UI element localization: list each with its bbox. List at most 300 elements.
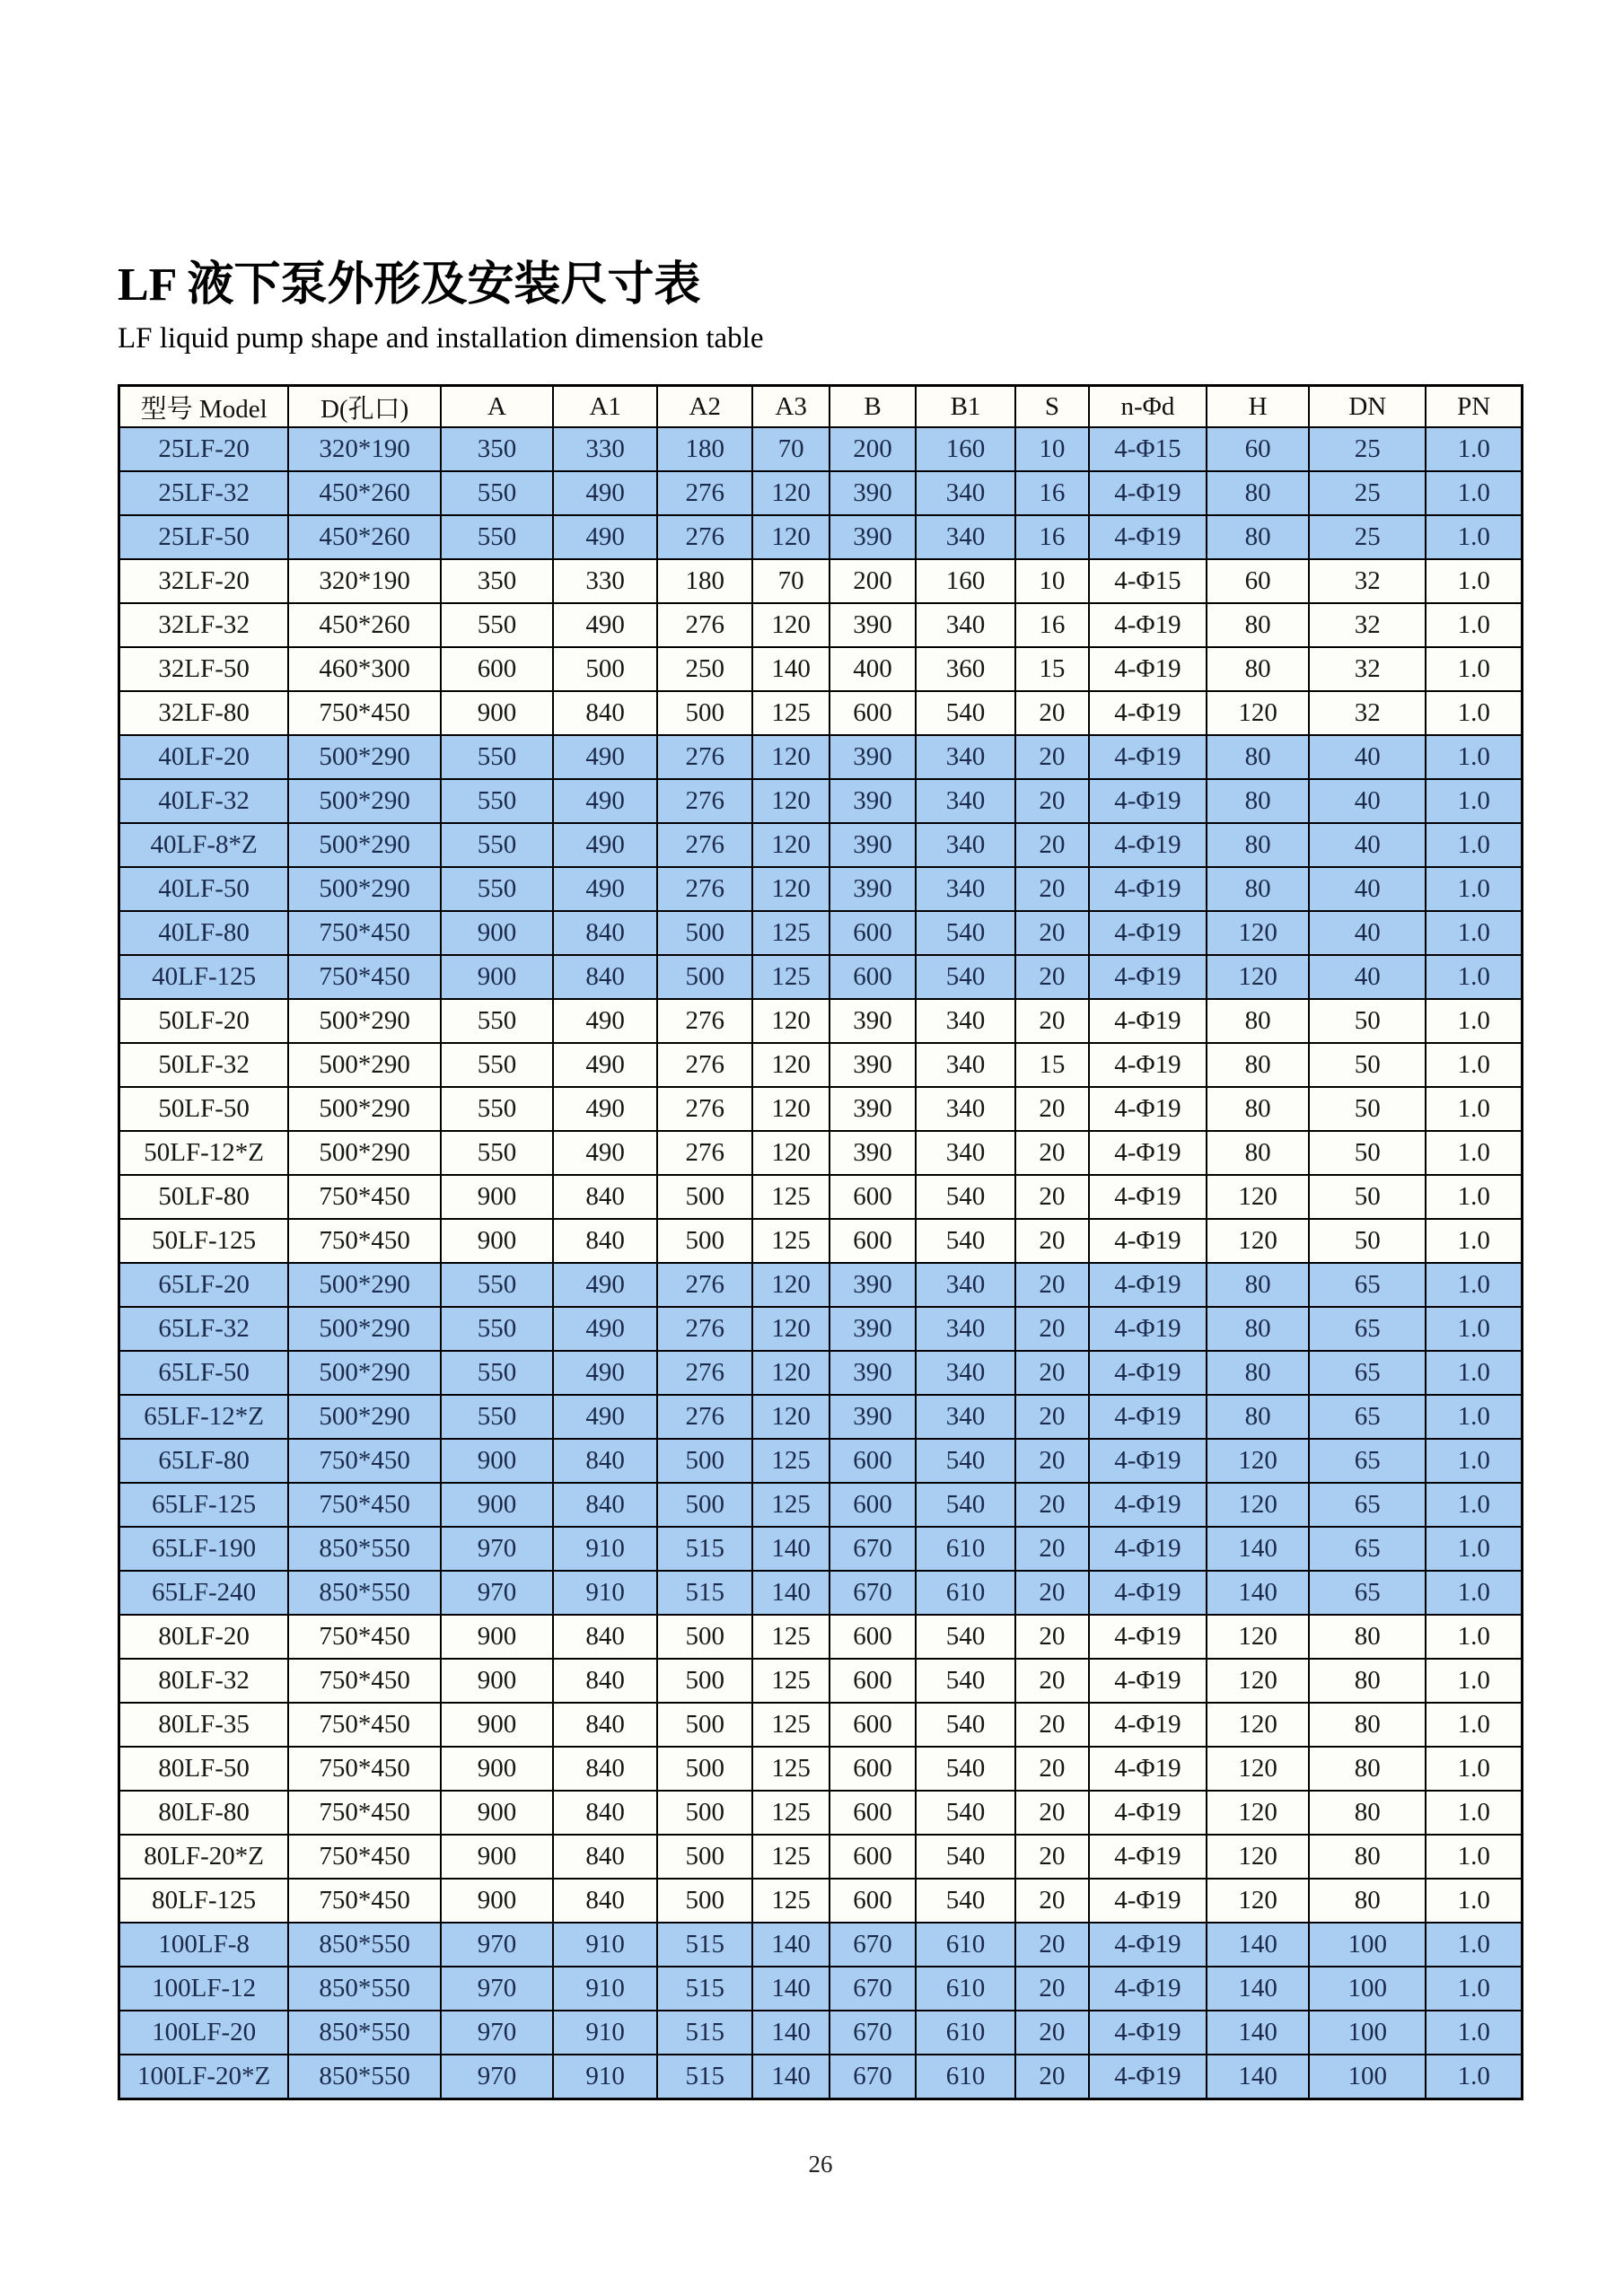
table-cell: 4-Φ19	[1089, 691, 1207, 735]
table-cell: 500*290	[288, 1087, 441, 1131]
table-cell: 550	[441, 735, 553, 779]
table-cell: 125	[752, 1747, 830, 1791]
table-row	[119, 427, 1523, 471]
table-cell: 390	[830, 515, 916, 559]
table-row	[119, 955, 1523, 999]
table-cell: 540	[916, 1615, 1015, 1659]
table-cell: 50	[1309, 1043, 1426, 1087]
table-cell: 340	[916, 823, 1015, 867]
table-cell: 490	[553, 735, 657, 779]
table-cell: 840	[553, 911, 657, 955]
table-cell: 670	[830, 2011, 916, 2055]
table-cell: 1.0	[1426, 427, 1522, 471]
table-cell: 600	[830, 691, 916, 735]
table-cell: 140	[1207, 2011, 1309, 2055]
table-cell: 20	[1015, 911, 1089, 955]
table-cell: 20	[1015, 1571, 1089, 1615]
table-cell: 670	[830, 1967, 916, 2011]
table-cell: 120	[1207, 1659, 1309, 1703]
table-cell: 65	[1309, 1307, 1426, 1351]
table-cell: 1.0	[1426, 1835, 1522, 1879]
table-cell: 910	[553, 1527, 657, 1571]
table-cell: 610	[916, 1527, 1015, 1571]
table-row	[119, 471, 1523, 515]
table-cell: 180	[657, 559, 752, 603]
page-number: 26	[808, 2151, 833, 2178]
table-cell: 140	[752, 1527, 830, 1571]
table-cell: 80LF-20*Z	[119, 1835, 289, 1879]
table-cell: 80	[1309, 1791, 1426, 1835]
table-cell: 450*260	[288, 471, 441, 515]
table-cell: 1.0	[1426, 2011, 1522, 2055]
table-row	[119, 1395, 1523, 1439]
table-cell: 65	[1309, 1263, 1426, 1307]
table-cell: 4-Φ19	[1089, 1131, 1207, 1175]
table-cell: 20	[1015, 1615, 1089, 1659]
table-cell: 65LF-20	[119, 1263, 289, 1307]
table-cell: 500*290	[288, 1351, 441, 1395]
table-cell: 4-Φ19	[1089, 1043, 1207, 1087]
table-row	[119, 999, 1523, 1043]
table-cell: 120	[752, 603, 830, 647]
table-cell: 970	[441, 1923, 553, 1967]
table-cell: 1.0	[1426, 1087, 1522, 1131]
table-cell: 1.0	[1426, 1351, 1522, 1395]
table-cell: 4-Φ19	[1089, 1263, 1207, 1307]
table-cell: 515	[657, 1527, 752, 1571]
table-cell: 970	[441, 1571, 553, 1615]
table-row	[119, 1351, 1523, 1395]
table-cell: 50LF-20	[119, 999, 289, 1043]
table-cell: 390	[830, 779, 916, 823]
table-cell: 340	[916, 867, 1015, 911]
table-row	[119, 647, 1523, 691]
table-cell: 490	[553, 1263, 657, 1307]
table-cell: 515	[657, 1967, 752, 2011]
table-cell: 10	[1015, 427, 1089, 471]
table-cell: 550	[441, 515, 553, 559]
table-cell: 4-Φ19	[1089, 2055, 1207, 2099]
table-row	[119, 1307, 1523, 1351]
table-cell: 500	[657, 1879, 752, 1923]
table-cell: 16	[1015, 515, 1089, 559]
table-cell: 1.0	[1426, 1175, 1522, 1219]
table-cell: 140	[1207, 1923, 1309, 1967]
table-cell: 1.0	[1426, 1659, 1522, 1703]
table-cell: 1.0	[1426, 691, 1522, 735]
table-cell: 40LF-32	[119, 779, 289, 823]
table-cell: 750*450	[288, 1615, 441, 1659]
table-cell: 900	[441, 1659, 553, 1703]
table-cell: 40	[1309, 823, 1426, 867]
table-cell: 840	[553, 1219, 657, 1263]
table-cell: 200	[830, 559, 916, 603]
table-cell: 20	[1015, 999, 1089, 1043]
table-cell: 360	[916, 647, 1015, 691]
table-cell: 80	[1207, 779, 1309, 823]
table-cell: 340	[916, 515, 1015, 559]
table-cell: 80	[1207, 735, 1309, 779]
table-cell: 1.0	[1426, 1967, 1522, 2011]
table-row	[119, 2055, 1523, 2099]
table-cell: 390	[830, 1043, 916, 1087]
table-cell: 4-Φ19	[1089, 955, 1207, 999]
table-cell: 500*290	[288, 1131, 441, 1175]
table-cell: 4-Φ19	[1089, 1747, 1207, 1791]
table-cell: 80	[1207, 647, 1309, 691]
table-cell: 390	[830, 735, 916, 779]
table-cell: 600	[830, 955, 916, 999]
table-cell: 65	[1309, 1439, 1426, 1483]
table-cell: 4-Φ19	[1089, 1615, 1207, 1659]
table-cell: 900	[441, 1615, 553, 1659]
table-cell: 1.0	[1426, 1571, 1522, 1615]
table-cell: 125	[752, 1659, 830, 1703]
table-row	[119, 2011, 1523, 2055]
table-cell: 1.0	[1426, 471, 1522, 515]
table-cell: 32LF-20	[119, 559, 289, 603]
table-cell: 100	[1309, 1967, 1426, 2011]
table-cell: 910	[553, 2055, 657, 2099]
table-cell: 550	[441, 1087, 553, 1131]
table-cell: 20	[1015, 1307, 1089, 1351]
table-cell: 120	[752, 999, 830, 1043]
table-cell: 340	[916, 1043, 1015, 1087]
table-cell: 20	[1015, 1923, 1089, 1967]
table-cell: 4-Φ15	[1089, 559, 1207, 603]
table-cell: 540	[916, 911, 1015, 955]
table-cell: 80	[1207, 603, 1309, 647]
table-cell: 15	[1015, 647, 1089, 691]
table-cell: 4-Φ19	[1089, 1439, 1207, 1483]
table-row	[119, 1087, 1523, 1131]
table-cell: 120	[752, 1131, 830, 1175]
table-cell: 500	[657, 1703, 752, 1747]
table-cell: 50	[1309, 999, 1426, 1043]
table-cell: 900	[441, 1175, 553, 1219]
table-cell: 25LF-20	[119, 427, 289, 471]
table-cell: 340	[916, 1395, 1015, 1439]
table-cell: 200	[830, 427, 916, 471]
table-cell: 550	[441, 603, 553, 647]
table-cell: 40	[1309, 955, 1426, 999]
table-cell: 850*550	[288, 1571, 441, 1615]
table-cell: 970	[441, 1527, 553, 1571]
table-cell: 32	[1309, 559, 1426, 603]
table-cell: 550	[441, 823, 553, 867]
table-cell: 16	[1015, 471, 1089, 515]
table-row	[119, 911, 1523, 955]
table-cell: 80	[1309, 1747, 1426, 1791]
table-cell: 4-Φ19	[1089, 779, 1207, 823]
table-cell: 80	[1207, 1043, 1309, 1087]
table-cell: 20	[1015, 1439, 1089, 1483]
table-cell: 900	[441, 1439, 553, 1483]
table-cell: 340	[916, 1351, 1015, 1395]
table-cell: 4-Φ19	[1089, 2011, 1207, 2055]
table-cell: 850*550	[288, 2011, 441, 2055]
table-row	[119, 867, 1523, 911]
column-header: A2	[657, 386, 752, 428]
table-cell: 490	[553, 823, 657, 867]
table-row	[119, 1131, 1523, 1175]
table-cell: 80	[1207, 867, 1309, 911]
table-cell: 120	[1207, 691, 1309, 735]
table-cell: 490	[553, 1043, 657, 1087]
table-cell: 490	[553, 1131, 657, 1175]
table-cell: 750*450	[288, 1703, 441, 1747]
table-cell: 32LF-32	[119, 603, 289, 647]
table-cell: 610	[916, 1571, 1015, 1615]
table-cell: 600	[830, 911, 916, 955]
table-cell: 600	[830, 1483, 916, 1527]
table-cell: 140	[752, 1967, 830, 2011]
table-cell: 500*290	[288, 1263, 441, 1307]
table-cell: 4-Φ19	[1089, 1087, 1207, 1131]
table-cell: 750*450	[288, 691, 441, 735]
table-cell: 276	[657, 471, 752, 515]
table-cell: 140	[1207, 1967, 1309, 2011]
table-cell: 20	[1015, 2055, 1089, 2099]
table-cell: 540	[916, 691, 1015, 735]
table-cell: 80	[1309, 1835, 1426, 1879]
table-cell: 500	[657, 911, 752, 955]
table-cell: 50LF-32	[119, 1043, 289, 1087]
page-content	[118, 0, 1523, 2178]
table-cell: 540	[916, 1703, 1015, 1747]
table-cell: 840	[553, 1703, 657, 1747]
table-cell: 1.0	[1426, 2055, 1522, 2099]
table-cell: 40LF-50	[119, 867, 289, 911]
table-cell: 910	[553, 1967, 657, 2011]
table-cell: 276	[657, 515, 752, 559]
table-cell: 140	[1207, 2055, 1309, 2099]
table-cell: 750*450	[288, 1175, 441, 1219]
table-cell: 1.0	[1426, 999, 1522, 1043]
table-cell: 25LF-32	[119, 471, 289, 515]
table-cell: 515	[657, 2011, 752, 2055]
table-cell: 276	[657, 1307, 752, 1351]
table-cell: 390	[830, 1395, 916, 1439]
table-cell: 500	[657, 1791, 752, 1835]
table-cell: 20	[1015, 1087, 1089, 1131]
table-cell: 40	[1309, 779, 1426, 823]
table-cell: 390	[830, 603, 916, 647]
table-cell: 160	[916, 427, 1015, 471]
table-cell: 120	[1207, 1747, 1309, 1791]
table-cell: 750*450	[288, 1747, 441, 1791]
table-cell: 120	[1207, 1791, 1309, 1835]
table-cell: 1.0	[1426, 1307, 1522, 1351]
table-cell: 125	[752, 1175, 830, 1219]
table-cell: 550	[441, 1351, 553, 1395]
table-cell: 600	[830, 1879, 916, 1923]
table-cell: 320*190	[288, 427, 441, 471]
table-cell: 4-Φ19	[1089, 1395, 1207, 1439]
table-cell: 1.0	[1426, 1703, 1522, 1747]
column-header: n-Φd	[1089, 386, 1207, 428]
table-cell: 60	[1207, 427, 1309, 471]
table-cell: 120	[752, 1351, 830, 1395]
table-cell: 600	[830, 1615, 916, 1659]
table-cell: 20	[1015, 1967, 1089, 2011]
table-cell: 80	[1207, 1131, 1309, 1175]
table-cell: 125	[752, 955, 830, 999]
table-cell: 120	[1207, 1175, 1309, 1219]
table-cell: 100	[1309, 1923, 1426, 1967]
table-row	[119, 1527, 1523, 1571]
table-cell: 850*550	[288, 1923, 441, 1967]
table-cell: 900	[441, 1219, 553, 1263]
table-row	[119, 1703, 1523, 1747]
table-cell: 40	[1309, 867, 1426, 911]
table-cell: 20	[1015, 1527, 1089, 1571]
table-cell: 4-Φ19	[1089, 1659, 1207, 1703]
column-header: B1	[916, 386, 1015, 428]
table-cell: 32	[1309, 691, 1426, 735]
table-cell: 500	[657, 691, 752, 735]
table-cell: 340	[916, 603, 1015, 647]
table-cell: 600	[830, 1219, 916, 1263]
table-cell: 50	[1309, 1087, 1426, 1131]
table-cell: 140	[752, 647, 830, 691]
table-cell: 500*290	[288, 735, 441, 779]
table-cell: 4-Φ19	[1089, 1175, 1207, 1219]
table-cell: 500	[657, 1615, 752, 1659]
table-cell: 4-Φ19	[1089, 471, 1207, 515]
table-cell: 4-Φ19	[1089, 999, 1207, 1043]
table-cell: 4-Φ19	[1089, 1879, 1207, 1923]
table-cell: 276	[657, 823, 752, 867]
table-cell: 490	[553, 999, 657, 1043]
table-cell: 1.0	[1426, 735, 1522, 779]
table-cell: 750*450	[288, 1879, 441, 1923]
table-cell: 20	[1015, 955, 1089, 999]
table-cell: 850*550	[288, 2055, 441, 2099]
table-cell: 276	[657, 1043, 752, 1087]
table-cell: 1.0	[1426, 1263, 1522, 1307]
table-cell: 80LF-50	[119, 1747, 289, 1791]
table-cell: 4-Φ19	[1089, 1571, 1207, 1615]
table-cell: 1.0	[1426, 1483, 1522, 1527]
table-cell: 840	[553, 691, 657, 735]
table-cell: 4-Φ19	[1089, 1835, 1207, 1879]
table-cell: 120	[752, 823, 830, 867]
column-header: A	[441, 386, 553, 428]
table-cell: 1.0	[1426, 911, 1522, 955]
table-cell: 4-Φ19	[1089, 735, 1207, 779]
table-cell: 100	[1309, 2055, 1426, 2099]
table-cell: 25	[1309, 427, 1426, 471]
table-cell: 540	[916, 1219, 1015, 1263]
table-cell: 80	[1309, 1659, 1426, 1703]
table-cell: 1.0	[1426, 1747, 1522, 1791]
table-cell: 840	[553, 1879, 657, 1923]
table-cell: 120	[1207, 1835, 1309, 1879]
table-cell: 340	[916, 999, 1015, 1043]
table-cell: 840	[553, 1439, 657, 1483]
table-cell: 80	[1207, 1307, 1309, 1351]
table-cell: 550	[441, 1395, 553, 1439]
table-cell: 65LF-12*Z	[119, 1395, 289, 1439]
table-cell: 840	[553, 1175, 657, 1219]
table-cell: 540	[916, 1175, 1015, 1219]
table-cell: 500*290	[288, 1307, 441, 1351]
table-cell: 50LF-12*Z	[119, 1131, 289, 1175]
table-cell: 4-Φ19	[1089, 1483, 1207, 1527]
table-cell: 20	[1015, 1835, 1089, 1879]
table-cell: 840	[553, 1615, 657, 1659]
table-cell: 65	[1309, 1483, 1426, 1527]
table-cell: 4-Φ19	[1089, 603, 1207, 647]
table-cell: 40	[1309, 735, 1426, 779]
table-cell: 50	[1309, 1219, 1426, 1263]
table-cell: 490	[553, 471, 657, 515]
table-cell: 32LF-80	[119, 691, 289, 735]
table-cell: 490	[553, 867, 657, 911]
table-cell: 600	[830, 1175, 916, 1219]
table-cell: 1.0	[1426, 1879, 1522, 1923]
table-cell: 910	[553, 2011, 657, 2055]
table-cell: 4-Φ19	[1089, 1923, 1207, 1967]
table-cell: 100LF-20	[119, 2011, 289, 2055]
table-cell: 80	[1207, 1087, 1309, 1131]
table-cell: 390	[830, 471, 916, 515]
table-cell: 20	[1015, 823, 1089, 867]
table-cell: 25	[1309, 471, 1426, 515]
table-cell: 65LF-80	[119, 1439, 289, 1483]
table-cell: 10	[1015, 559, 1089, 603]
table-cell: 490	[553, 515, 657, 559]
table-cell: 20	[1015, 1263, 1089, 1307]
table-row	[119, 603, 1523, 647]
table-row	[119, 1043, 1523, 1087]
table-cell: 4-Φ19	[1089, 647, 1207, 691]
table-cell: 850*550	[288, 1967, 441, 2011]
table-cell: 276	[657, 1131, 752, 1175]
table-cell: 276	[657, 1263, 752, 1307]
table-cell: 550	[441, 1263, 553, 1307]
table-cell: 125	[752, 1791, 830, 1835]
table-row	[119, 1175, 1523, 1219]
table-cell: 125	[752, 1219, 830, 1263]
column-header: A3	[752, 386, 830, 428]
table-cell: 910	[553, 1571, 657, 1615]
table-cell: 100	[1309, 2011, 1426, 2055]
table-cell: 120	[752, 1395, 830, 1439]
table-cell: 540	[916, 1439, 1015, 1483]
table-cell: 500	[657, 955, 752, 999]
table-row	[119, 1219, 1523, 1263]
table-cell: 50LF-80	[119, 1175, 289, 1219]
table-cell: 750*450	[288, 1835, 441, 1879]
table-cell: 40LF-20	[119, 735, 289, 779]
table-cell: 140	[752, 1923, 830, 1967]
column-header: B	[830, 386, 916, 428]
table-cell: 900	[441, 1703, 553, 1747]
table-cell: 500	[657, 1219, 752, 1263]
table-cell: 80	[1207, 1263, 1309, 1307]
table-row	[119, 515, 1523, 559]
table-cell: 900	[441, 955, 553, 999]
table-row	[119, 1439, 1523, 1483]
table-cell: 250	[657, 647, 752, 691]
table-cell: 4-Φ19	[1089, 1219, 1207, 1263]
table-cell: 32	[1309, 647, 1426, 691]
table-cell: 840	[553, 1747, 657, 1791]
table-cell: 1.0	[1426, 1615, 1522, 1659]
table-cell: 120	[752, 1087, 830, 1131]
